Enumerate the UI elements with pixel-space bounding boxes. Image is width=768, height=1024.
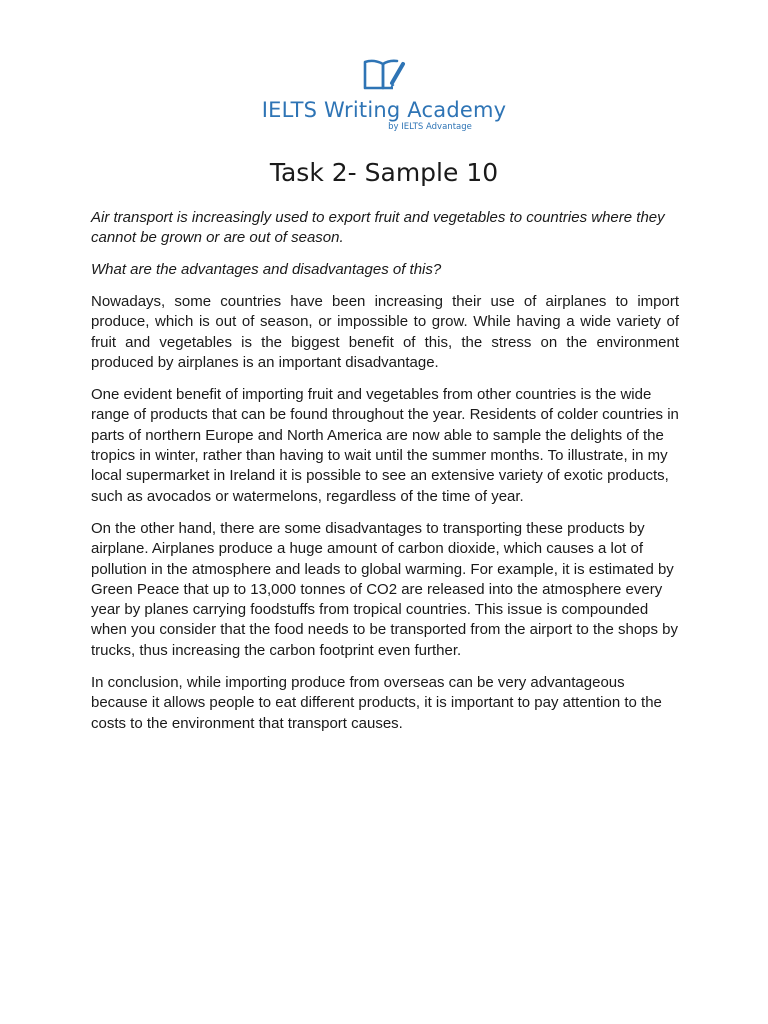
document-body <box>91 208 679 746</box>
page-title: Task 2- Sample 10 <box>269 158 499 187</box>
task-question: Air transport is increasingly used to export fruit and vegetables to countries where they cannot be grown or are out of season. <box>91 209 665 246</box>
brand-subtitle: by IELTS Advantage <box>388 122 472 132</box>
essay-paragraph-conclusion: In conclusion, while importing produce from overseas can be very advantageous because it allows people to eat different products, it is important to pay attention to the costs to the environment that transport causes. <box>91 674 662 732</box>
essay-paragraph-disadvantage: On the other hand, there are some disadvantages to transporting these products by airplane. Airplanes produce a huge amount of carbon dioxide, which causes a lot of pollution in the atmosphere and leads to global warming. For example, it is estimated by Green Peace that up to 13,000 tonnes of CO2 are released into the atmosphere every year by planes carrying foodstuffs from tropical countries. This issue is compounded when you consider that the food needs to be transported from the airport to the shops by trucks, thus increasing the carbon footprint even further. <box>91 519 679 659</box>
essay-paragraph-intro: Nowadays, some countries have been increasing their use of airplanes to import produce, which is out of season, or impossible to grow. While having a wide variety of fruit and vegetables is the biggest benefit of this, the stress on the environment produced by airplanes is an important disadvantage. <box>91 293 679 371</box>
brand-logo <box>0 56 768 132</box>
task-prompt: What are the advantages and disadvantages of this? <box>91 261 442 278</box>
brand-name: IELTS Writing Academy <box>261 98 507 122</box>
essay-paragraph-advantage: One evident benefit of importing fruit and vegetables from other countries is the wide range of products that can be found throughout the year. Residents of colder countries in parts of northern Europe and North America are now able to sample the delights of the tropics in winter, rather than having to wait until the summer months. To illustrate, in my local supermarket in Ireland it is possible to see an extensive variety of exotic products, such as avocados or watermelons, regardless of the time of year. <box>91 386 679 505</box>
book-pen-icon <box>359 56 409 96</box>
